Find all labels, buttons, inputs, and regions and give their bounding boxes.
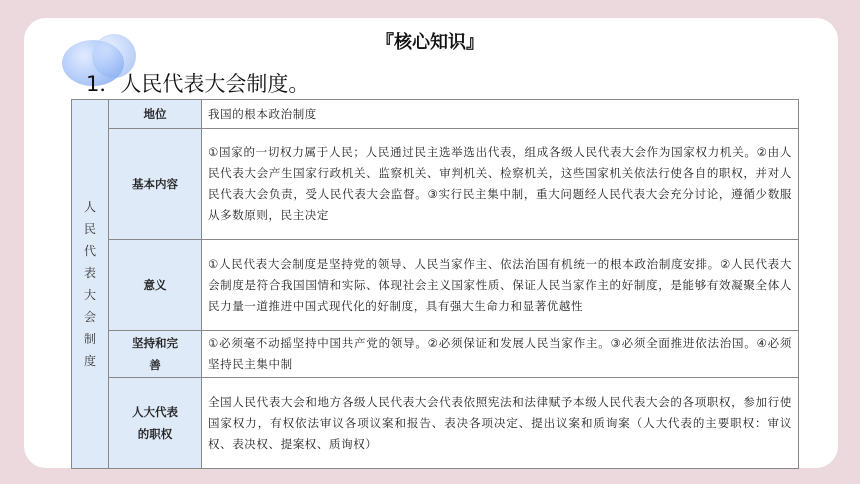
row-content: ①人民代表大会制度是坚持党的领导、人民当家作主、依法治国有机统一的根本政治制度安排。②人民代表大会制度是符合我国国情和实际、体现社会主义国家性质、保证人民当家作主的好制度，是能够有效凝聚全体人民力量一道推进中国式现代化的好制度，具有强大生命力和显著优越性 [202,240,799,331]
section-title: 『核心知识』 [376,32,484,53]
table-row [72,129,799,240]
row-label: 坚持和完善 [132,336,178,372]
row-label-cell [109,100,202,129]
table-row [72,378,799,469]
row-content: 我国的根本政治制度 [202,100,799,129]
side-label-cell [72,100,109,469]
row-content: ①国家的一切权力属于人民；人民通过民主选举选出代表，组成各级人民代表大会作为国家权力机关。②由人民代表大会产生国家行政机关、监察机关、审判机关、检察机关，这些国家机关依法行使各自的职权，并对人民代表大会负责，受人民代表大会监督。③实行民主集中制，重大问题经人民代表大会充分讨论，遵循少数服从多数原则，民主决定 [202,129,799,240]
table-row [72,100,799,129]
row-label: 意义 [143,278,167,292]
row-label: 人大代表的职权 [132,405,178,441]
knowledge-table [71,99,799,469]
row-label-cell [109,129,202,240]
row-content: ①必须毫不动摇坚持中国共产党的领导。②必须保证和发展人民当家作主。③必须全面推进依法治国。④必须坚持民主集中制 [202,331,799,378]
row-label: 基本内容 [132,177,178,191]
row-content: 全国人民代表大会和地方各级人民代表大会代表依照宪法和法律赋予本级人民代表大会的各项职权，参加行使国家权力，有权依法审议各项议案和报告、表决各项决定、提出议案和质询案（人大代表的主要职权：审议权、表决权、提案权、质询权） [202,378,799,469]
table-row [72,240,799,331]
row-label: 地位 [143,107,167,121]
row-label-cell [109,240,202,331]
heading: 1．人民代表大会制度。 [86,72,310,96]
table-row [72,331,799,378]
side-label: 人民代表大会制度 [83,200,96,368]
row-label-cell [109,331,202,378]
row-label-cell [109,378,202,469]
